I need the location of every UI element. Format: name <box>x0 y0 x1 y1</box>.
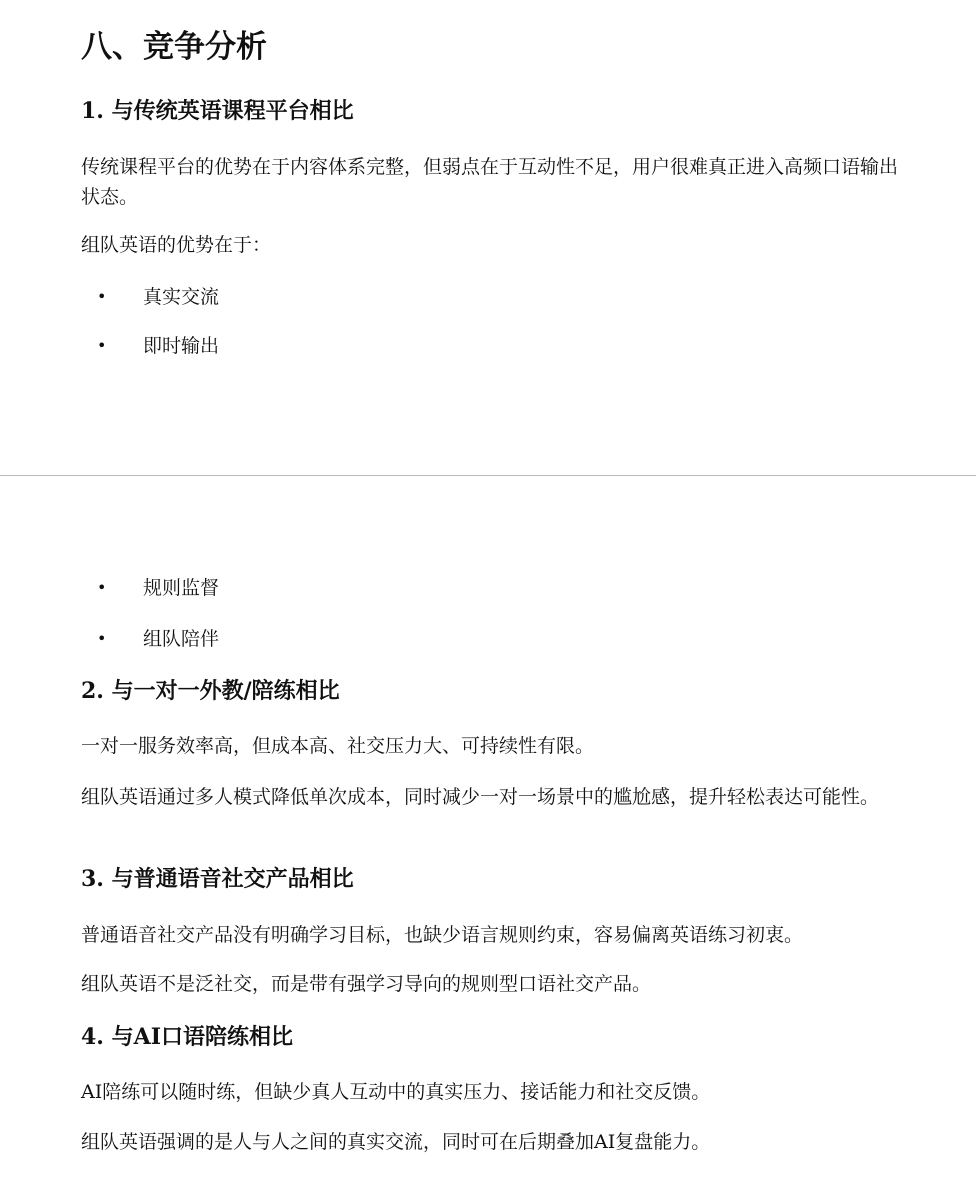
bullet-item-1: 真实交流 <box>143 286 220 308</box>
section-title: 八、竞争分析 <box>81 29 267 65</box>
bullet-marker: • <box>97 287 107 306</box>
subsection-3-paragraph-2: 组队英语不是泛社交，而是带有强学习导向的规则型口语社交产品。 <box>81 973 652 995</box>
subsection-heading-2: 2. 与一对一外教/陪练相比 <box>81 678 340 704</box>
bullet-item-2: 即时输出 <box>143 335 220 357</box>
bullet-marker: • <box>97 578 107 597</box>
subsection-2-paragraph-2: 组队英语通过多人模式降低单次成本，同时减少一对一场景中的尴尬感，提升轻松表达可能性。 <box>81 786 880 808</box>
subsection-heading-1: 1. 与传统英语课程平台相比 <box>81 98 354 124</box>
subsection-heading-3: 3. 与普通语音社交产品相比 <box>81 866 354 892</box>
bullet-marker: • <box>97 629 107 648</box>
subsection-heading-4: 4. 与AI口语陪练相比 <box>81 1024 293 1050</box>
bullet-marker: • <box>97 336 107 355</box>
bullet-item-4: 组队陪伴 <box>143 628 220 650</box>
bullet-item-3: 规则监督 <box>143 577 220 599</box>
subsection-3-paragraph-1: 普通语音社交产品没有明确学习目标，也缺少语言规则约束，容易偏离英语练习初衷。 <box>81 924 804 946</box>
subsection-4-paragraph-2: 组队英语强调的是人与人之间的真实交流，同时可在后期叠加AI复盘能力。 <box>81 1131 711 1153</box>
subsection-4-paragraph-1: AI陪练可以随时练，但缺少真人互动中的真实压力、接话能力和社交反馈。 <box>81 1081 711 1103</box>
subsection-1-paragraph-1: 传统课程平台的优势在于内容体系完整，但弱点在于互动性不足，用户很难真正进入高频口语输出状态。 <box>81 156 899 208</box>
subsection-2-paragraph-1: 一对一服务效率高，但成本高、社交压力大、可持续性有限。 <box>81 735 595 757</box>
subsection-1-paragraph-2: 组队英语的优势在于： <box>81 234 272 256</box>
